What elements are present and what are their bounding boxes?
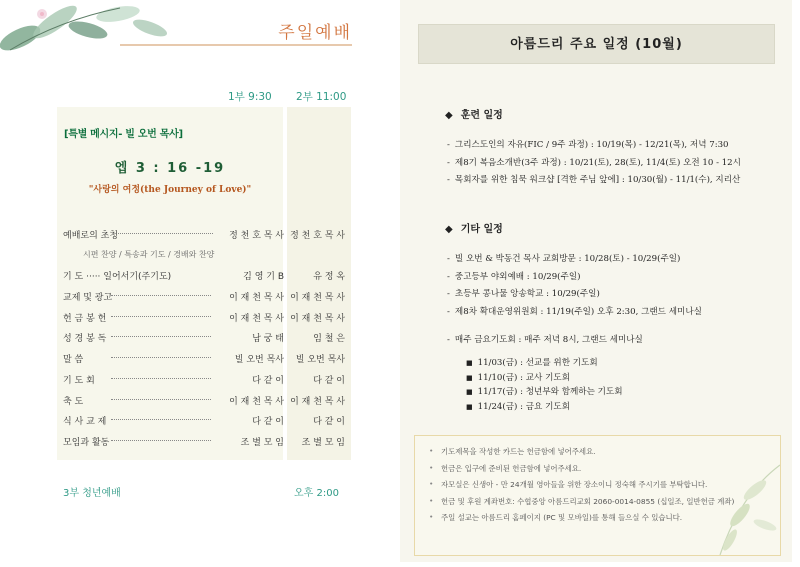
order-person-second: 조 별 모 임 bbox=[301, 437, 345, 448]
third-service-time: 오후 2:00 bbox=[294, 488, 339, 499]
dot-leader bbox=[111, 316, 211, 317]
schedule-title-box bbox=[418, 24, 775, 64]
order-row bbox=[63, 390, 351, 411]
list-item: - 그리스도인의 자유(FIC / 9주 과정) : 10/19(목) - 12/21(목), 저녁 7:30 bbox=[447, 138, 792, 156]
list-item: - 제8기 복음소개반(3주 과정) : 10/21(토), 28(토), 11/4(토) 오전 10 - 12시 bbox=[447, 156, 792, 174]
list-item: - 매주 금요기도회 : 매주 저녁 8시, 그랜드 세미나실 bbox=[447, 333, 792, 351]
dot-leader bbox=[111, 357, 211, 358]
sermon-title: "사랑의 여정(the Journey of Love)" bbox=[88, 185, 252, 195]
list-item: - 목회자를 위한 침묵 워크샵 [격한 주님 앞에] : 10/30(월) - 11/1(수), 지리산 bbox=[447, 173, 792, 191]
order-person-second: 임 철 은 bbox=[313, 334, 345, 345]
order-row bbox=[63, 431, 351, 452]
dot-leader bbox=[111, 378, 211, 379]
order-item: 축 도 bbox=[63, 396, 84, 407]
order-person-first: 조 별 모 임 bbox=[240, 437, 284, 448]
order-person-first: 이 재 천 목 사 bbox=[229, 293, 284, 304]
dot-leader bbox=[118, 233, 213, 234]
order-item: 기 도 회 bbox=[63, 375, 95, 386]
dot-leader bbox=[111, 295, 211, 296]
order-person-first: 김 영 기 B bbox=[243, 272, 284, 283]
order-row bbox=[63, 224, 351, 245]
list-item: - 빌 오번 & 박동건 목사 교회방문 : 10/28(토) - 10/29(주일) bbox=[447, 252, 792, 270]
third-service-label: 3부 청년예배 bbox=[63, 488, 121, 499]
order-row bbox=[63, 245, 351, 266]
list-item: - 초등부 콩나물 앙송학교 : 10/29(주일) bbox=[447, 287, 792, 305]
order-person-second: 다 같 이 bbox=[313, 375, 345, 386]
service-second-time: 2부 11:00 bbox=[296, 91, 347, 103]
order-person-first: 다 같 이 bbox=[252, 375, 284, 386]
bulletin-right-page bbox=[400, 0, 800, 567]
list-item: • 헌금은 입구에 준비된 헌금함에 넣어주세요. bbox=[415, 463, 780, 480]
training-section-label: 훈련 일정 bbox=[460, 110, 503, 121]
service-first-time: 1부 9:30 bbox=[228, 91, 272, 103]
dot-leader bbox=[111, 419, 211, 420]
other-section-label: 기타 일정 bbox=[460, 224, 503, 235]
order-item: 성 경 봉 독 bbox=[63, 334, 107, 345]
list-item: • 자모실은 신생아 - 만 24개월 영아들을 위한 장소이니 정숙해 주시기를 부탁합니다. bbox=[415, 479, 780, 496]
friday-prayer-list bbox=[447, 333, 792, 351]
diamond-bullet-icon: ◆ bbox=[445, 224, 453, 235]
scripture-verse: 엡 3 : 16 -19 bbox=[114, 161, 226, 176]
list-item: ■ 11/24(금) : 금요 기도회 bbox=[466, 400, 623, 415]
schedule-title: 아름드리 주요 일정 (10월) bbox=[510, 37, 683, 52]
order-row bbox=[63, 265, 351, 286]
training-list bbox=[447, 138, 792, 191]
order-person-second: 이 재 천 목 사 bbox=[290, 396, 345, 407]
dot-leader bbox=[111, 440, 211, 441]
order-item: 예배로의 초청 bbox=[63, 231, 119, 241]
order-person-first: 다 같 이 bbox=[252, 417, 284, 428]
order-row bbox=[63, 348, 351, 369]
special-message-title: [특별 메시지- 빌 오번 목사] bbox=[64, 129, 183, 140]
order-row bbox=[63, 327, 351, 348]
order-person-second: 다 같 이 bbox=[313, 417, 345, 428]
order-person-first: 남 궁 태 bbox=[252, 334, 284, 345]
prayer-dates-list bbox=[466, 356, 623, 414]
other-section-heading bbox=[445, 220, 503, 235]
notice-box bbox=[414, 435, 781, 556]
dot-leader bbox=[111, 336, 211, 337]
order-item: 기 도 ····· 일어서기(주기도) bbox=[63, 272, 172, 283]
order-item: 헌 금 봉 헌 bbox=[63, 313, 107, 324]
list-item: - 제8차 확대운영위원회 : 11/19(주일) 오후 2:30, 그랜드 세미나실 bbox=[447, 305, 792, 323]
order-person-first: 정 천 호 목 사 bbox=[229, 231, 284, 241]
list-item: • 주일 설교는 아름드리 홈페이지 (PC 및 모바일)를 통해 들으실 수 있습니다. bbox=[415, 512, 780, 529]
order-row bbox=[63, 369, 351, 390]
list-item: • 기도제목을 작성한 카드는 헌금함에 넣어주세요. bbox=[415, 446, 780, 463]
list-item: ■ 11/03(금) : 선교를 위한 기도회 bbox=[466, 356, 623, 371]
notice-list bbox=[415, 436, 780, 529]
order-of-service bbox=[63, 224, 351, 452]
order-item: 시편 찬양 / 특송과 기도 / 경배와 찬양 bbox=[83, 249, 215, 259]
order-person-first: 빌 오번 목사 bbox=[234, 355, 284, 366]
title-underline bbox=[120, 44, 352, 46]
list-item: - 중고등부 야외예배 : 10/29(주일) bbox=[447, 270, 792, 288]
order-person-first: 이 재 천 목 사 bbox=[229, 396, 284, 407]
dot-leader bbox=[111, 399, 211, 400]
other-schedule-list bbox=[447, 252, 792, 322]
list-item: • 헌금 및 후원 계좌번호: 수협중앙 아름드리교회 2060-0014-0855 (십일조, 일반헌금 계좌) bbox=[415, 496, 780, 513]
order-row bbox=[63, 286, 351, 307]
order-item: 식 사 교 제 bbox=[63, 417, 107, 428]
list-item: ■ 11/10(금) : 교사 기도회 bbox=[466, 371, 623, 386]
training-section-heading bbox=[445, 106, 503, 121]
order-person-second: 이 재 천 목 사 bbox=[290, 313, 345, 324]
order-person-second: 빌 오번 목사 bbox=[295, 355, 345, 366]
diamond-bullet-icon: ◆ bbox=[445, 110, 453, 121]
order-person-second: 정 천 호 목 사 bbox=[290, 231, 345, 241]
order-item: 교제 및 광고 bbox=[63, 293, 113, 304]
order-person-first: 이 재 천 목 사 bbox=[229, 313, 284, 324]
list-item: ■ 11/17(금) : 청년부와 함께하는 기도회 bbox=[466, 385, 623, 400]
worship-title: 주일예배 bbox=[278, 23, 352, 43]
order-item: 모임과 활동 bbox=[63, 437, 110, 448]
order-person-second: 이 재 천 목 사 bbox=[290, 293, 345, 304]
order-item: 말 씀 bbox=[63, 355, 84, 366]
order-person-second: 유 정 옥 bbox=[313, 272, 345, 283]
order-row bbox=[63, 410, 351, 431]
order-row bbox=[63, 307, 351, 328]
